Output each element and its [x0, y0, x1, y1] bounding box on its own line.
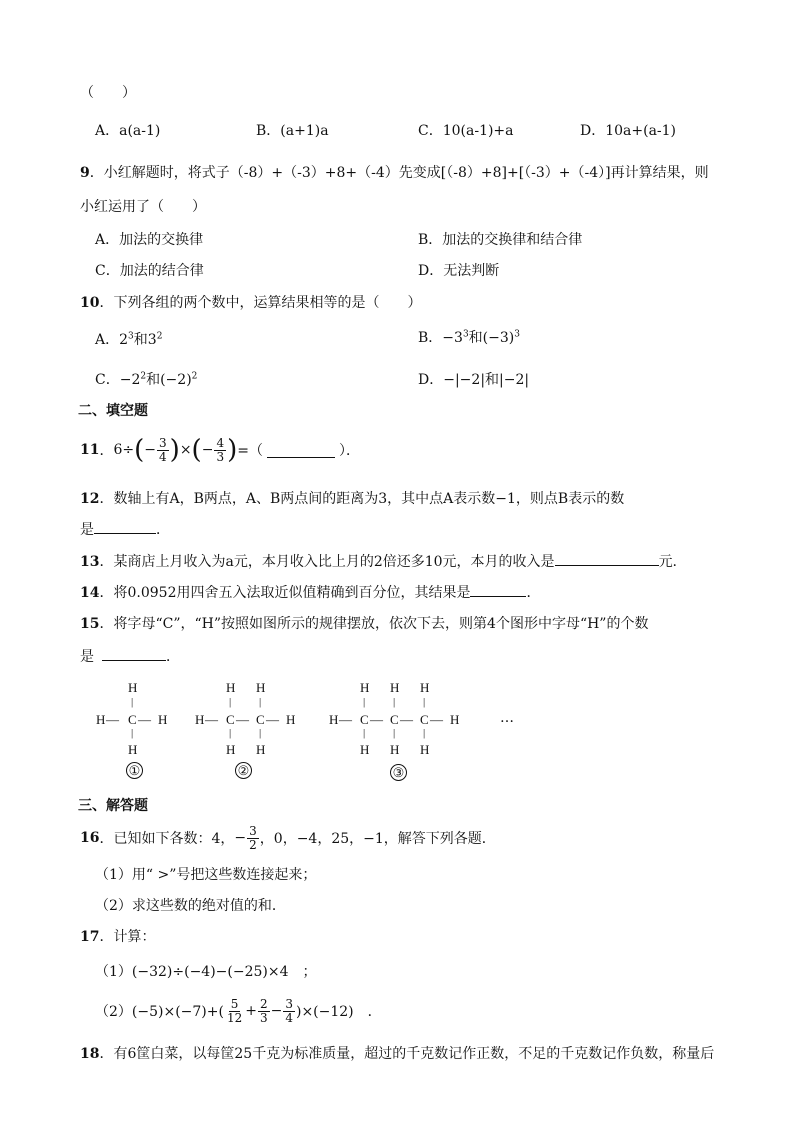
q11-answer-blank[interactable]: [267, 443, 335, 458]
q15-label-2: ②: [235, 762, 252, 779]
q17-stem: 17．计算：: [80, 929, 156, 945]
q16-number: 16: [80, 830, 100, 846]
q9-stem-line2: 小红运用了（ ）: [80, 199, 206, 215]
q15-figure-2: H H | | H — C — C — H | | H H ②: [195, 680, 296, 778]
q11-fraction-2: $\frac{4}{3}$: [216, 435, 225, 464]
q8-option-b: B．(a+1)a: [256, 123, 329, 139]
section-answer-title: 三、解答题: [78, 798, 148, 814]
q15-stem-line2: 是 ．: [80, 646, 180, 666]
q9-option-b: B．加法的交换律和结合律: [418, 232, 583, 248]
q10-option-a: A．$2^3$和$3^2$: [95, 331, 163, 348]
q15-ellipsis: …: [500, 710, 514, 726]
q10-stem: 10．下列各组的两个数中，运算结果相等的是（ ）: [80, 295, 422, 311]
q8-option-c: C．10(a-1)+a: [418, 123, 514, 139]
q10-number: 10: [80, 295, 100, 311]
q17-sub-1: （1）(−32)÷(−4)−(−25)×4 ；: [95, 964, 317, 980]
q17-fraction-1: $\frac{5}{12}$: [226, 996, 243, 1025]
q13-stem: 13．某商店上月收入为a元，本月收入比上月的2倍还多10元，本月的收入是 元.: [80, 551, 677, 571]
q18-stem: 18．有6筐白菜，以每筐25千克为标准质量，超过的千克数记作正数，不足的千克数记作负数，称量后: [80, 1046, 715, 1062]
q15-label-1: ①: [126, 762, 143, 779]
q15-figure-1: H | H — C — H | H ①: [96, 680, 168, 778]
q15-answer-blank[interactable]: [102, 646, 166, 661]
q13-number: 13: [80, 554, 100, 570]
q11-fraction-1: $\frac{3}{4}$: [159, 435, 167, 464]
q9-option-a: A．加法的交换律: [95, 232, 204, 248]
q15-label-3: ③: [390, 764, 407, 781]
q15-stem-line1: 15．将字母“C”，“H”按照如图所示的规律摆放，依次下去，则第4个图形中字母“H”的个数: [80, 616, 649, 632]
q16-sub-2: （2）求这些数的绝对值的和．: [95, 898, 286, 914]
q16-fraction: $\frac{3}{2}$: [249, 823, 257, 852]
q8-option-a: A．a(a-1): [95, 123, 161, 139]
q10-option-c: C．$-2^2$和$(-2)^2$: [95, 371, 198, 388]
q12-number: 12: [80, 491, 100, 507]
q9-number: 9: [80, 165, 90, 181]
q9-stem-line1: 9．小红解题时，将式子（-8）+（-3）+8+（-4）先变成[（-8）+8]+[（-3）+（-4）]再计算结果，则: [80, 165, 709, 181]
q18-number: 18: [80, 1046, 100, 1062]
q9-option-d: D．无法判断: [418, 263, 500, 279]
q8-paren: （ ）: [80, 85, 136, 101]
q10-option-d: D．−|−2|和|−2|: [418, 372, 530, 388]
section-fill-in-title: 二、填空题: [78, 403, 148, 419]
q13-answer-blank[interactable]: [555, 551, 659, 566]
q17-fraction-3: $\frac{3}{4}$: [285, 996, 293, 1025]
q17-number: 17: [80, 929, 100, 945]
q12-stem-line2: 是 ．: [80, 519, 170, 539]
q15-figure-3: H H H | | | H — C — C — C — H | | | H H H ③: [329, 680, 460, 780]
q14-number: 14: [80, 585, 100, 601]
q16-sub-1: （1）用“ >”号把这些数连接起来；: [95, 867, 317, 883]
q11-number: 11: [80, 442, 100, 458]
q14-stem: 14．将0.0952用四舍五入法取近似值精确到百分位，其结果是 ．: [80, 582, 540, 602]
q15-number: 15: [80, 616, 100, 632]
q11-expression: 11 ． 6÷ ( − $\frac{3}{4}$ ) × ( − $\frac{4}{3}$ ) =（ ）．: [80, 435, 360, 465]
q10-option-b: B．$-3^3$和$(-3)^3$: [418, 329, 520, 346]
q14-answer-blank[interactable]: [470, 582, 526, 597]
q9-option-c: C．加法的结合律: [95, 263, 204, 279]
q16-stem: 16 ．已知如下各数：4， − $\frac{3}{2}$ ，0，−4，25，−1，解答下列各题．: [80, 823, 496, 852]
q8-option-d: D．10a+(a-1): [580, 123, 677, 139]
q12-stem-line1: 12．数轴上有A，B两点，A、B两点间的距离为3，其中点A表示数−1，则点B表示的数: [80, 491, 625, 507]
q12-answer-blank[interactable]: [94, 519, 156, 534]
q17-sub-2: （2）(−5)×(−7)+( $\frac{5}{12}$ + $\frac{2}{3}$ − $\frac{3}{4}$ )×(−12) ．: [95, 996, 382, 1025]
q17-fraction-2: $\frac{2}{3}$: [259, 996, 268, 1025]
